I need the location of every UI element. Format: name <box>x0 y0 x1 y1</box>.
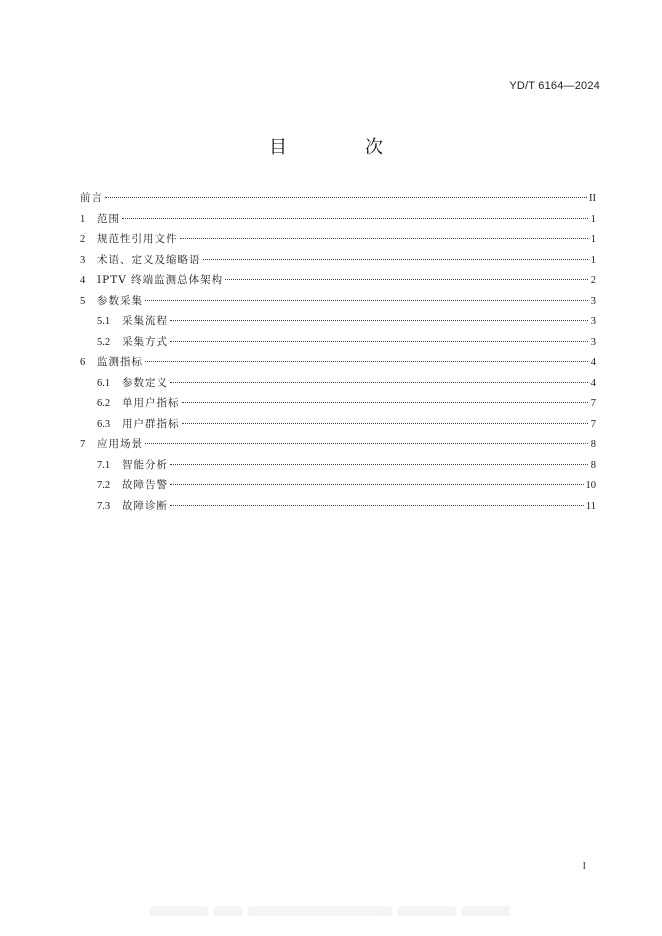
footer-watermark <box>150 906 510 920</box>
toc-entry-page: 3 <box>590 336 596 348</box>
toc-dot-leader <box>203 258 589 260</box>
toc-entry[interactable] <box>80 332 596 353</box>
toc-entry[interactable] <box>80 291 596 312</box>
toc-entry[interactable] <box>80 496 596 517</box>
toc-entry-number: 6.1 <box>97 377 111 389</box>
toc-dot-leader <box>170 381 588 383</box>
toc-entry-page: 7 <box>590 398 596 409</box>
toc-entry[interactable] <box>80 352 596 373</box>
toc-entry-number: 7.1 <box>97 459 111 471</box>
toc-entry-number: 7.3 <box>97 500 111 512</box>
toc-entry-label: 单用户指标 <box>122 397 180 409</box>
toc-entry-label: 用户群指标 <box>122 417 180 430</box>
toc-entry-label: 规范性引用文件 <box>97 233 178 245</box>
toc-entry-page: 2 <box>590 275 596 286</box>
toc-entry-number: 6.2 <box>97 398 111 409</box>
toc-entry[interactable] <box>80 475 596 496</box>
toc-dot-leader <box>170 504 584 506</box>
toc-entry-label: 故障告警 <box>122 479 168 491</box>
toc-entry-page: 3 <box>590 295 596 307</box>
toc-dot-leader <box>122 217 588 219</box>
toc-dot-leader <box>182 401 589 403</box>
toc-title: 目 次 <box>269 137 413 158</box>
toc-entry-page: 4 <box>590 377 596 389</box>
toc-entry-label: 范围 <box>97 212 120 225</box>
toc-entry-label: 术语、定义及缩略语 <box>97 253 201 266</box>
toc-entry-label: IPTV 终端监测总体架构 <box>97 274 224 286</box>
toc-entry-label: 故障诊断 <box>122 499 168 512</box>
toc-entry-number: 5 <box>80 295 86 307</box>
toc-entry[interactable] <box>80 250 596 271</box>
toc-entry-label: 智能分析 <box>122 458 168 471</box>
toc-entry-number: 1 <box>80 213 86 225</box>
toc-dot-leader <box>170 340 588 342</box>
toc-entry[interactable] <box>80 455 596 476</box>
toc-entry-page: 8 <box>590 439 596 450</box>
toc-dot-leader <box>180 237 589 239</box>
toc-entry[interactable] <box>80 229 596 250</box>
toc-entry-page: II <box>589 193 596 204</box>
toc-entry-label: 参数定义 <box>122 376 168 389</box>
toc-entry-page: 10 <box>585 480 596 491</box>
toc-dot-leader <box>170 319 588 321</box>
toc-dot-leader <box>145 299 588 301</box>
toc-dot-leader <box>225 278 588 280</box>
table-of-contents <box>80 188 596 516</box>
document-code: YD/T 6164—2024 <box>509 80 600 92</box>
toc-entry-page: 8 <box>590 459 596 471</box>
toc-dot-leader <box>182 422 589 424</box>
toc-entry-label: 监测指标 <box>97 356 143 368</box>
toc-entry-number: 6.3 <box>97 418 111 430</box>
toc-entry[interactable] <box>80 270 596 291</box>
page-number: I <box>582 861 586 872</box>
toc-entry[interactable] <box>80 373 596 394</box>
toc-entry[interactable] <box>80 434 596 455</box>
toc-entry-label: 采集流程 <box>122 315 168 327</box>
toc-dot-leader <box>170 483 584 485</box>
toc-entry-page: 1 <box>590 213 596 225</box>
toc-dot-leader <box>145 442 588 444</box>
toc-entry-number: 5.2 <box>97 336 111 348</box>
toc-entry-page: 1 <box>590 254 596 266</box>
toc-entry-page: 4 <box>590 357 596 368</box>
toc-entry-page: 11 <box>585 500 596 512</box>
toc-entry[interactable] <box>80 393 596 414</box>
toc-entry-page: 7 <box>590 418 596 430</box>
toc-entry-number: 7 <box>80 439 86 450</box>
toc-entry-page: 1 <box>590 234 596 245</box>
toc-entry-label: 应用场景 <box>97 438 143 450</box>
toc-entry-page: 3 <box>590 316 596 327</box>
toc-entry-number: 4 <box>80 275 86 286</box>
toc-entry[interactable] <box>80 311 596 332</box>
toc-dot-leader <box>145 360 588 362</box>
toc-entry-number: 2 <box>80 234 86 245</box>
toc-entry[interactable] <box>80 414 596 435</box>
toc-dot-leader <box>105 196 587 198</box>
toc-entry-number: 7.2 <box>97 480 111 491</box>
toc-entry-label: 前言 <box>80 192 103 204</box>
toc-entry[interactable] <box>80 209 596 230</box>
toc-dot-leader <box>170 463 588 465</box>
toc-entry-number: 5.1 <box>97 316 111 327</box>
toc-entry-number: 6 <box>80 357 86 368</box>
toc-entry[interactable] <box>80 188 596 209</box>
toc-entry-label: 参数采集 <box>97 294 143 307</box>
toc-entry-label: 采集方式 <box>122 335 168 348</box>
toc-entry-number: 3 <box>80 254 86 266</box>
